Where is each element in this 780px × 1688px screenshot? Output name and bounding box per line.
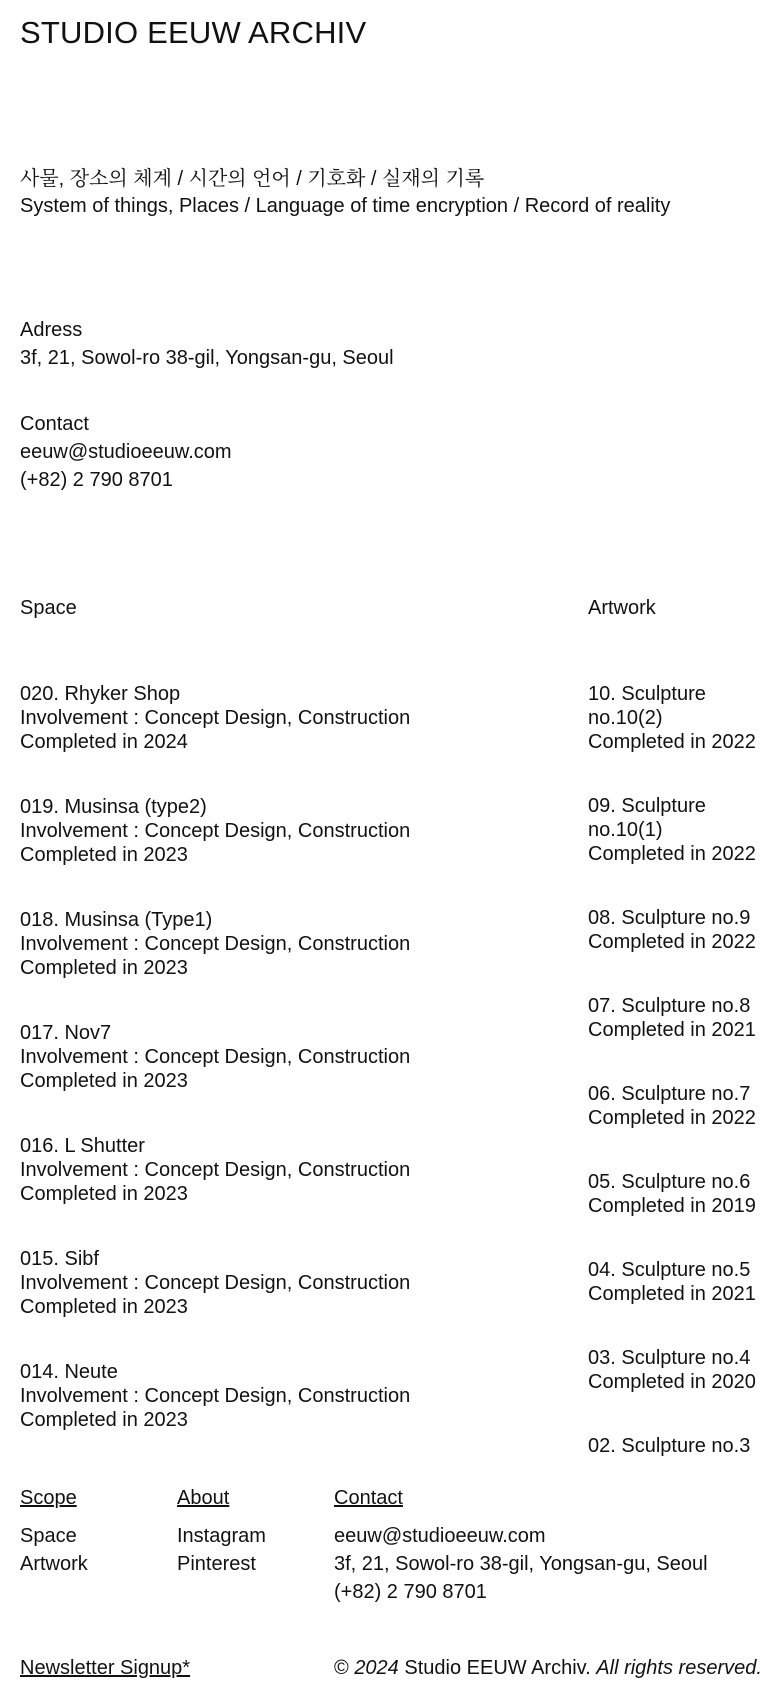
address-value: 3f, 21, Sowol-ro 38-gil, Yongsan-gu, Seoul bbox=[20, 347, 394, 369]
space-item-completed: Completed in 2023 bbox=[20, 844, 188, 866]
artwork-item-title: 09. Sculpture no.10(1) bbox=[588, 795, 706, 841]
space-heading: Space bbox=[20, 597, 77, 619]
footer-contact-phone: (+82) 2 790 8701 bbox=[334, 1581, 487, 1603]
site-title-link[interactable]: STUDIO EEUW ARCHIV bbox=[20, 15, 367, 50]
footer-link-instagram[interactable]: Instagram bbox=[177, 1525, 266, 1547]
artwork-item-title: 04. Sculpture no.5 bbox=[588, 1259, 751, 1281]
space-item-completed: Completed in 2023 bbox=[20, 1409, 188, 1431]
space-item[interactable] bbox=[20, 908, 500, 1021]
footer-about-column bbox=[177, 1484, 266, 1578]
artwork-item-completed: Completed in 2022 bbox=[588, 931, 756, 953]
artwork-item[interactable] bbox=[588, 906, 768, 954]
footer-link-artwork[interactable]: Artwork bbox=[20, 1553, 88, 1575]
space-item[interactable] bbox=[20, 1247, 500, 1360]
artwork-item[interactable] bbox=[588, 1434, 768, 1458]
space-item[interactable] bbox=[20, 1021, 500, 1134]
space-item-title: 014. Neute bbox=[20, 1361, 118, 1383]
space-item[interactable] bbox=[20, 1360, 500, 1473]
copyright-name: Studio EEUW Archiv. bbox=[404, 1657, 591, 1679]
footer-scope-heading[interactable]: Scope bbox=[20, 1487, 77, 1509]
copyright-symbol: © bbox=[334, 1657, 349, 1679]
space-item-completed: Completed in 2023 bbox=[20, 1183, 188, 1205]
space-item-completed: Completed in 2024 bbox=[20, 731, 188, 753]
space-item-involvement: Involvement : Concept Design, Construction bbox=[20, 707, 411, 729]
artwork-item-title: 02. Sculpture no.3 bbox=[588, 1435, 751, 1457]
artwork-item-title: 03. Sculpture no.4 bbox=[588, 1347, 751, 1369]
artwork-item-title: 07. Sculpture no.8 bbox=[588, 995, 751, 1017]
footer-link-pinterest[interactable]: Pinterest bbox=[177, 1553, 256, 1575]
footer-contact-heading[interactable]: Contact bbox=[334, 1487, 403, 1509]
artwork-heading: Artwork bbox=[588, 597, 656, 619]
footer-contact-email[interactable]: eeuw@studioeeuw.com bbox=[334, 1525, 546, 1547]
footer-contact-address: 3f, 21, Sowol-ro 38-gil, Yongsan-gu, Seoul bbox=[334, 1553, 708, 1575]
artwork-item-completed: Completed in 2020 bbox=[588, 1371, 756, 1393]
copyright-rights: All rights reserved. bbox=[596, 1657, 762, 1679]
contact-block bbox=[20, 410, 232, 494]
artwork-item-completed: Completed in 2022 bbox=[588, 1107, 756, 1129]
newsletter-signup-link[interactable]: Newsletter Signup* bbox=[20, 1657, 191, 1679]
footer-link-space[interactable]: Space bbox=[20, 1525, 77, 1547]
artwork-item-title: 08. Sculpture no.9 bbox=[588, 907, 751, 929]
footer-contact-column bbox=[334, 1484, 708, 1606]
artwork-item[interactable] bbox=[588, 1170, 768, 1218]
tagline-english: System of things, Places / Language of time encryption / Record of reality bbox=[20, 195, 671, 217]
space-item-completed: Completed in 2023 bbox=[20, 1070, 188, 1092]
artwork-item-title: 06. Sculpture no.7 bbox=[588, 1083, 751, 1105]
space-item-title: 015. Sibf bbox=[20, 1248, 99, 1270]
artwork-item-completed: Completed in 2022 bbox=[588, 731, 756, 753]
address-label: Adress bbox=[20, 319, 83, 341]
contact-label: Contact bbox=[20, 413, 89, 435]
contact-email[interactable]: eeuw@studioeeuw.com bbox=[20, 441, 232, 463]
footer-scope-column bbox=[20, 1484, 88, 1578]
copyright bbox=[334, 1654, 762, 1682]
artwork-item[interactable] bbox=[588, 682, 768, 754]
space-item[interactable] bbox=[20, 682, 500, 795]
address-block bbox=[20, 316, 394, 372]
space-item-involvement: Involvement : Concept Design, Construction bbox=[20, 1159, 411, 1181]
space-item[interactable] bbox=[20, 795, 500, 908]
artwork-item[interactable] bbox=[588, 1258, 768, 1306]
space-list bbox=[20, 682, 500, 1473]
footer bbox=[0, 1470, 780, 1688]
artwork-item[interactable] bbox=[588, 1346, 768, 1394]
space-item[interactable] bbox=[20, 1134, 500, 1247]
space-item-title: 018. Musinsa (Type1) bbox=[20, 909, 213, 931]
space-item-involvement: Involvement : Concept Design, Construction bbox=[20, 1272, 411, 1294]
space-item-title: 017. Nov7 bbox=[20, 1022, 112, 1044]
contact-phone[interactable]: (+82) 2 790 8701 bbox=[20, 469, 173, 491]
space-item-involvement: Involvement : Concept Design, Construction bbox=[20, 933, 411, 955]
artwork-item[interactable] bbox=[588, 794, 768, 866]
artwork-item-title: 10. Sculpture no.10(2) bbox=[588, 683, 706, 729]
space-item-involvement: Involvement : Concept Design, Construction bbox=[20, 1385, 411, 1407]
space-item-involvement: Involvement : Concept Design, Construction bbox=[20, 820, 411, 842]
artwork-item-title: 05. Sculpture no.6 bbox=[588, 1171, 751, 1193]
artwork-item-completed: Completed in 2022 bbox=[588, 843, 756, 865]
space-item-title: 020. Rhyker Shop bbox=[20, 683, 181, 705]
artwork-list bbox=[588, 682, 768, 1498]
space-item-completed: Completed in 2023 bbox=[20, 957, 188, 979]
space-item-title: 019. Musinsa (type2) bbox=[20, 796, 207, 818]
footer-about-heading[interactable]: About bbox=[177, 1487, 230, 1509]
tagline-korean: 사물, 장소의 체계 / 시간의 언어 / 기호화 / 실재의 기록 bbox=[20, 168, 485, 190]
space-item-involvement: Involvement : Concept Design, Construction bbox=[20, 1046, 411, 1068]
tagline bbox=[20, 166, 670, 220]
artwork-item[interactable] bbox=[588, 1082, 768, 1130]
copyright-year: 2024 bbox=[354, 1657, 399, 1679]
artwork-item-completed: Completed in 2021 bbox=[588, 1019, 756, 1041]
space-item-completed: Completed in 2023 bbox=[20, 1296, 188, 1318]
artwork-item-completed: Completed in 2019 bbox=[588, 1195, 756, 1217]
space-item-title: 016. L Shutter bbox=[20, 1135, 145, 1157]
artwork-item-completed: Completed in 2021 bbox=[588, 1283, 756, 1305]
artwork-item[interactable] bbox=[588, 994, 768, 1042]
